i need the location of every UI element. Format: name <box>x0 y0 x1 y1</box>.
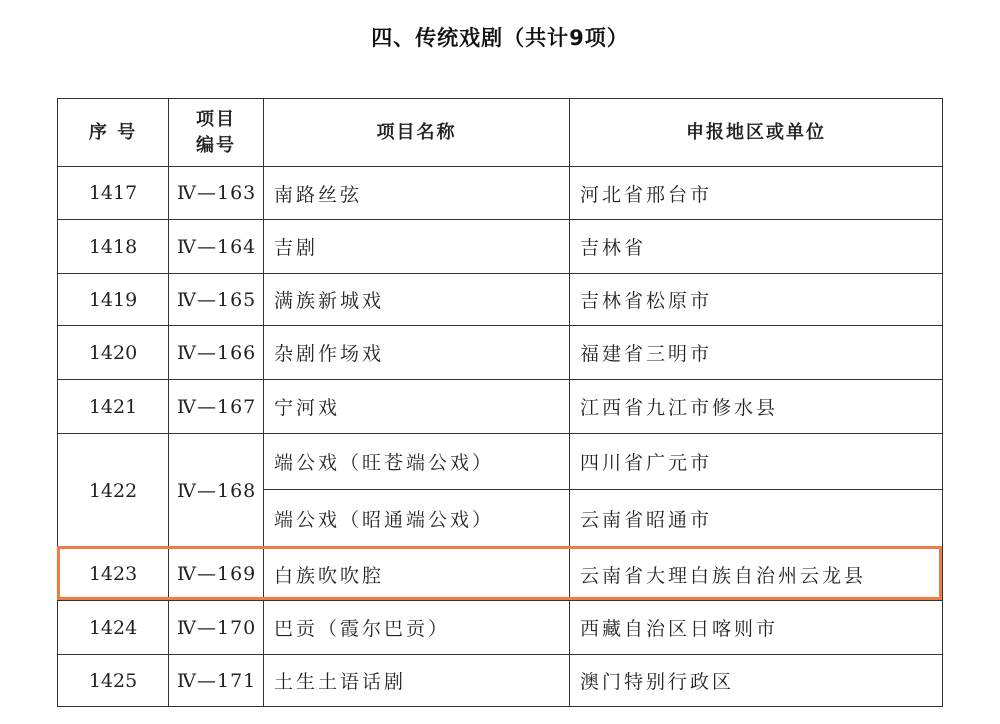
row-name: 宁河戏 <box>264 380 570 434</box>
table-row <box>58 601 943 655</box>
row-name: 白族吹吹腔 <box>264 548 570 601</box>
row-region: 江西省九江市修水县 <box>570 380 943 434</box>
header-name: 项目名称 <box>264 99 570 167</box>
page-title: 四、传统戏剧（共计9项） <box>371 26 629 50</box>
header-region: 申报地区或单位 <box>570 99 943 167</box>
row-region: 吉林省 <box>570 220 943 274</box>
row-seq: 1417 <box>58 167 169 220</box>
row-code: Ⅳ—167 <box>169 380 264 434</box>
table-row-highlighted <box>58 548 943 601</box>
row-name: 杂剧作场戏 <box>264 326 570 380</box>
row-code: Ⅳ—166 <box>169 326 264 380</box>
row-name: 吉剧 <box>264 220 570 274</box>
row-name: 巴贡（霞尔巴贡） <box>264 601 570 655</box>
header-code <box>169 99 264 167</box>
row-code: Ⅳ—163 <box>169 167 264 220</box>
heritage-table <box>57 98 943 707</box>
row-name: 满族新城戏 <box>264 274 570 326</box>
row-region: 吉林省松原市 <box>570 274 943 326</box>
row-seq: 1425 <box>58 655 169 707</box>
table-row <box>58 655 943 707</box>
row-region: 澳门特别行政区 <box>570 655 943 707</box>
row-region: 河北省邢台市 <box>570 167 943 220</box>
header-code-line2: 编号 <box>196 134 236 156</box>
table-row <box>58 274 943 326</box>
row-code: Ⅳ—165 <box>169 274 264 326</box>
row-code: Ⅳ—164 <box>169 220 264 274</box>
header-code-line1: 项目 <box>196 108 236 130</box>
table-row <box>58 220 943 274</box>
row-code: Ⅳ—170 <box>169 601 264 655</box>
row-name: 端公戏（旺苍端公戏） <box>264 434 570 490</box>
header-row <box>58 99 943 167</box>
row-code: Ⅳ—169 <box>169 548 264 601</box>
row-code: Ⅳ—168 <box>169 434 264 548</box>
row-seq: 1423 <box>58 548 169 601</box>
row-region: 福建省三明市 <box>570 326 943 380</box>
row-region: 云南省大理白族自治州云龙县 <box>570 548 943 601</box>
table-row <box>58 167 943 220</box>
row-seq: 1419 <box>58 274 169 326</box>
row-region: 云南省昭通市 <box>570 490 943 548</box>
row-region: 四川省广元市 <box>570 434 943 490</box>
table-row <box>58 326 943 380</box>
row-code: Ⅳ—171 <box>169 655 264 707</box>
row-seq: 1424 <box>58 601 169 655</box>
row-name: 土生土语话剧 <box>264 655 570 707</box>
row-name: 端公戏（昭通端公戏） <box>264 490 570 548</box>
row-name: 南路丝弦 <box>264 167 570 220</box>
header-seq: 序 号 <box>58 99 169 167</box>
row-region: 西藏自治区日喀则市 <box>570 601 943 655</box>
row-seq: 1421 <box>58 380 169 434</box>
table-row <box>58 434 943 490</box>
row-seq: 1420 <box>58 326 169 380</box>
table-row <box>58 380 943 434</box>
row-seq: 1418 <box>58 220 169 274</box>
row-seq: 1422 <box>58 434 169 548</box>
